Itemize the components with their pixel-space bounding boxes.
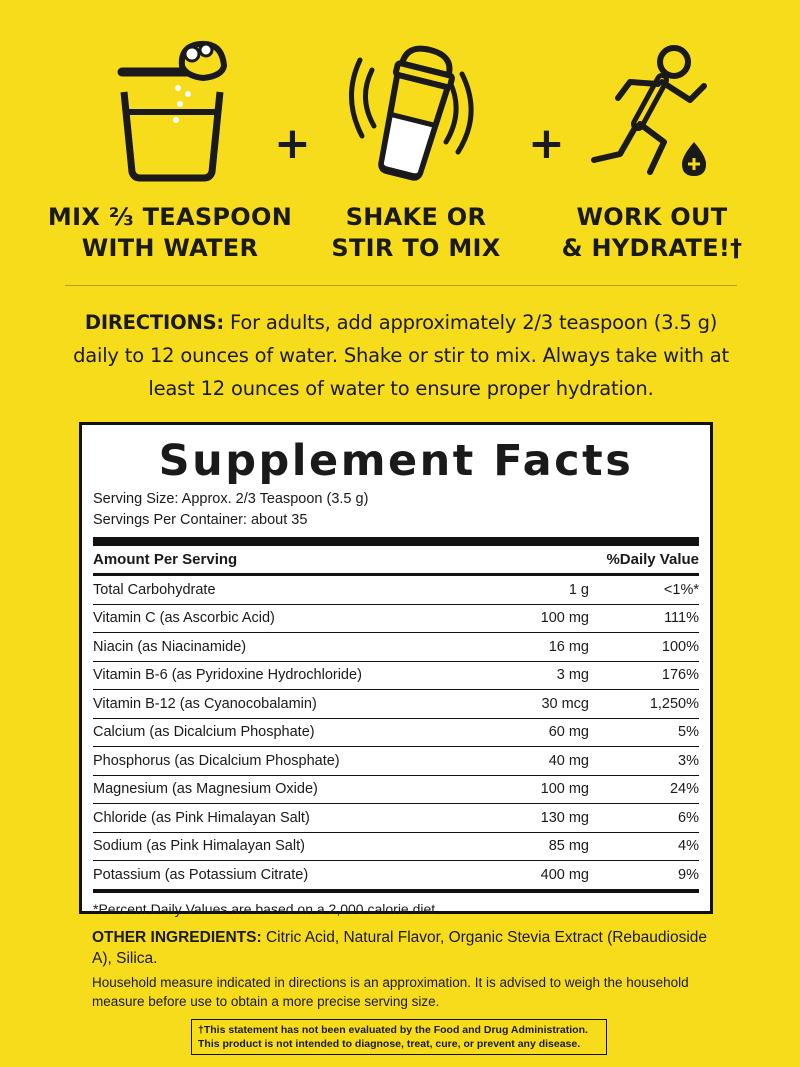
facts-footnote: *Percent Daily Values are based on a 2,000 calorie diet. xyxy=(93,900,440,917)
other-ingredients-heading: OTHER INGREDIENTS: xyxy=(92,929,262,946)
nutrient-amount: 100 mg xyxy=(540,781,589,798)
nutrient-name: Vitamin C (as Ascorbic Acid) xyxy=(93,610,275,627)
step-mix-label: MIX ⅔ TEASPOON WITH WATER xyxy=(47,203,293,262)
nutrient-name: Calcium (as Dicalcium Phosphate) xyxy=(93,724,315,741)
nutrient-daily-value: 5% xyxy=(678,724,699,741)
nutrient-amount: 40 mg xyxy=(548,752,589,769)
steps-row xyxy=(0,20,800,280)
nutrient-amount: 30 mcg xyxy=(541,695,589,712)
plus-sign: + xyxy=(528,118,565,169)
nutrient-amount: 85 mg xyxy=(548,838,589,855)
nutrient-row xyxy=(93,833,699,862)
nutrient-amount: 3 mg xyxy=(556,667,589,684)
nutrient-row xyxy=(93,662,699,691)
nutrient-name: Total Carbohydrate xyxy=(93,581,216,598)
fda-disclaimer xyxy=(191,1019,607,1055)
nutrient-name: Phosphorus (as Dicalcium Phosphate) xyxy=(93,752,340,769)
nutrient-row xyxy=(93,861,699,889)
step-mix xyxy=(40,20,300,262)
nutrient-name: Sodium (as Pink Himalayan Salt) xyxy=(93,838,305,855)
nutrient-amount: 60 mg xyxy=(548,724,589,741)
nutrient-amount: 100 mg xyxy=(540,610,589,627)
nutrient-name: Niacin (as Niacinamide) xyxy=(93,638,247,655)
nutrient-row xyxy=(93,690,699,719)
facts-rows xyxy=(93,576,699,889)
directions-text xyxy=(70,306,732,405)
facts-header-row xyxy=(93,546,699,576)
nutrient-amount: 130 mg xyxy=(540,809,589,826)
nutrient-daily-value: 176% xyxy=(661,667,699,684)
nutrient-daily-value: 3% xyxy=(678,752,699,769)
nutrient-daily-value: 1,250% xyxy=(649,695,699,712)
section-divider xyxy=(65,285,737,286)
amount-per-serving-label: Amount Per Serving xyxy=(93,551,238,568)
thick-rule xyxy=(93,537,699,546)
nutrient-amount: 400 mg xyxy=(540,866,589,883)
runner-droplet-icon xyxy=(522,20,782,190)
nutrient-row xyxy=(93,576,699,605)
nutrient-daily-value: 4% xyxy=(678,838,699,855)
step-shake xyxy=(286,20,546,262)
nutrient-row xyxy=(93,804,699,833)
nutrient-row xyxy=(93,719,699,748)
nutrient-daily-value: 111% xyxy=(664,610,699,627)
nutrient-name: Chloride (as Pink Himalayan Salt) xyxy=(93,809,310,826)
nutrient-name: Magnesium (as Magnesium Oxide) xyxy=(93,781,318,798)
disclaimer-line-1: †This statement has not been evaluated by the Food and Drug Administration. xyxy=(198,1024,588,1036)
serving-size: Serving Size: Approx. 2/3 Teaspoon (3.5 g) xyxy=(93,491,369,507)
supplement-facts-panel xyxy=(79,422,713,917)
other-ingredients xyxy=(92,927,722,969)
nutrient-daily-value: 6% xyxy=(678,809,699,826)
nutrient-amount: 16 mg xyxy=(548,638,589,655)
servings-per-container: Servings Per Container: about 35 xyxy=(93,512,308,528)
disclaimer-line-2: This product is not intended to diagnose, treat, cure, or prevent any disease. xyxy=(198,1038,581,1050)
nutrient-daily-value: <1%* xyxy=(663,581,699,598)
other-ingredients-text: Citric Acid, Natural Flavor, Organic Stevia Extract (Rebaudioside A), Silica. xyxy=(92,929,708,967)
nutrient-amount: 1 g xyxy=(568,581,589,598)
step-workout-label: WORK OUT & HYDRATE!† xyxy=(561,203,743,262)
nutrient-name: Potassium (as Potassium Citrate) xyxy=(93,866,309,883)
step-shake-label: SHAKE OR STIR TO MIX xyxy=(331,203,501,262)
nutrient-daily-value: 100% xyxy=(661,638,699,655)
plus-sign: + xyxy=(274,118,311,169)
glass-scoop-icon xyxy=(40,20,300,190)
directions-body: For adults, add approximately 2/3 teaspoon (3.5 g) daily to 12 ounces of water. Shake or stir to mix. Always take with at least 12 ounces of water to ensure proper hydration. xyxy=(73,311,729,400)
nutrient-name: Vitamin B-6 (as Pyridoxine Hydrochloride) xyxy=(93,667,362,684)
directions-heading: DIRECTIONS: xyxy=(84,311,225,334)
nutrient-row xyxy=(93,605,699,634)
daily-value-label: %Daily Value xyxy=(606,551,699,568)
step-workout xyxy=(522,20,782,262)
nutrient-daily-value: 24% xyxy=(669,781,699,798)
nutrient-row xyxy=(93,747,699,776)
nutrient-row xyxy=(93,776,699,805)
shaker-bottle-icon xyxy=(286,20,546,190)
nutrient-row xyxy=(93,633,699,662)
nutrient-daily-value: 9% xyxy=(678,866,699,883)
nutrient-name: Vitamin B-12 (as Cyanocobalamin) xyxy=(93,695,317,712)
household-measure-note: Household measure indicated in directions is an approximation. It is advised to weigh the household measure before use to obtain a more precise serving size. xyxy=(92,975,689,1009)
facts-title: Supplement Facts xyxy=(158,436,634,486)
